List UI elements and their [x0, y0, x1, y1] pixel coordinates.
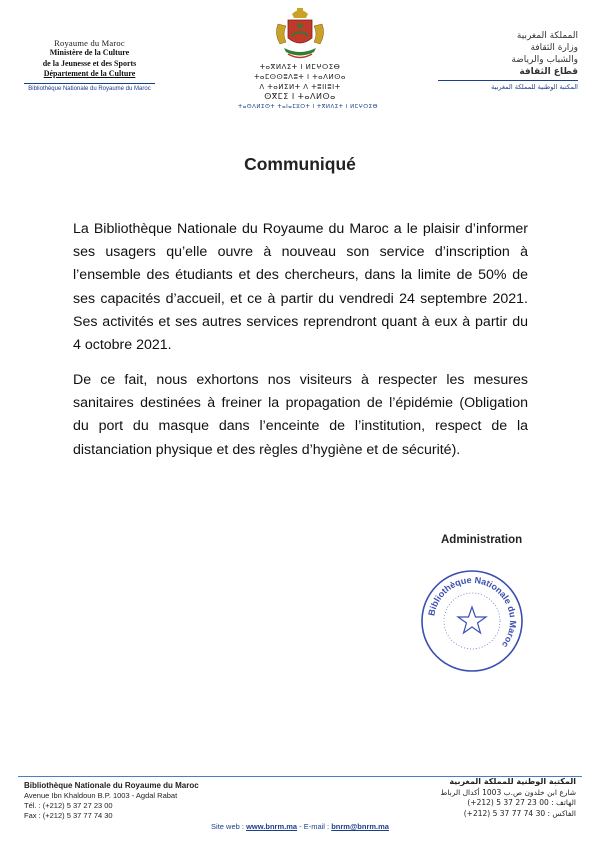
- tifinagh-line: ⵜⴰⴳⵍⴷⵉⵜ ⵏ ⵍⵎⵖⵔⵉⴱ: [259, 63, 341, 71]
- arabic-ministry-label: وزارة الثقافة: [530, 43, 578, 53]
- ministry-label: Ministère de la Culture: [49, 48, 130, 57]
- footer-right: [440, 777, 576, 819]
- tifinagh-line: ⵜⴰⵙⴷⵍⵉⵙⵜ ⵜⴰⵏⴰⵎⵓⵔⵜ ⵏ ⵜⴳⵍⴷⵉⵜ ⵏ ⵍⵎⵖⵔⵉⴱ: [238, 104, 379, 110]
- department-label: Département de la Culture: [43, 69, 136, 78]
- arabic-department-label: قطاع الثقافة: [519, 67, 578, 77]
- header-left-block: [22, 38, 157, 92]
- website-link[interactable]: www.bnrm.ma: [246, 822, 298, 831]
- tifinagh-line: ⴷ ⵜⴰⵍⵉⵍⵜ ⴷ ⵜⵓⵏⵏⵓⵏⵜ: [259, 83, 341, 91]
- ministry-label-2: de la Jeunesse et des Sports: [42, 58, 137, 68]
- email-link[interactable]: bnrm@bnrm.ma: [331, 822, 389, 831]
- footer-left: [24, 781, 199, 821]
- arabic-ministry-label-2: والشباب والرياضة: [511, 55, 578, 65]
- header-divider: [438, 80, 578, 81]
- footer-arabic-fax: الفاكس : 30 74 77 37 5 (212+): [463, 808, 576, 818]
- arabic-library-label: المكتبة الوطنية للمملكة المغربية: [491, 83, 578, 91]
- library-label: Bibliothèque Nationale du Royaume du Maroc: [28, 85, 151, 92]
- footer-library-name: Bibliothèque Nationale du Royaume du Maroc: [24, 781, 199, 790]
- email-label: - E-mail :: [297, 822, 332, 831]
- footer-phone: Tél. : (+212) 5 37 27 23 00: [24, 801, 113, 810]
- page-title: Communiqué: [244, 154, 356, 174]
- header-divider: [24, 83, 155, 84]
- footer-contact: [0, 822, 600, 831]
- signature-label: Administration: [441, 534, 523, 546]
- footer-arabic-address: شارع ابن خلدون ص.ب 1003 أكدال الرباط: [440, 787, 576, 797]
- stamp-text: Bibliothèque Nationale du Maroc: [426, 574, 519, 650]
- kingdom-label: Royaume du Maroc: [54, 38, 125, 48]
- library-stamp: [418, 567, 526, 675]
- moroccan-coat-of-arms-icon: [270, 6, 330, 62]
- footer-fax: Fax : (+212) 5 37 77 74 30: [24, 811, 113, 820]
- tifinagh-line: ⵙⴳⵎⵉ ⵏ ⵜⴰⴷⵍⵙⴰ: [264, 92, 336, 101]
- paragraph-health-measures: De ce fait, nous exhortons nos visiteurs à respecter les mesures sanitaires destinées à freiner la propagation de l’épidémie (Obligation du port du masque dans l’enceinte de l’institution, respect de la distanciation physique et des règles d’hygiène et de sécurité).: [73, 372, 528, 458]
- website-label: Site web :: [211, 822, 247, 831]
- tifinagh-header: [238, 62, 379, 112]
- header-right-block: [438, 30, 578, 91]
- arabic-kingdom-label: المملكة المغربية: [516, 31, 578, 41]
- footer-arabic-phone: الهاتف : 00 23 27 37 5 (212+): [467, 798, 576, 807]
- footer-arabic-library-name: المكتبة الوطنية للمملكة المغربية: [449, 777, 576, 786]
- footer-address: Avenue Ibn Khaldoun B.P. 1003 - Agdal Rabat: [24, 791, 178, 800]
- star-icon: [458, 607, 486, 633]
- tifinagh-line: ⵜⴰⵎⵙⵙⵓⴷⵓⵜ ⵏ ⵜⴰⴷⵍⵙⴰ: [254, 73, 346, 81]
- paragraph-announcement: La Bibliothèque Nationale du Royaume du Maroc a le plaisir d’informer ses usagers qu’elle ouvre à nouveau son service d’inscription à l’ensemble des étudiants et des chercheurs, dans la limite de 50% de ses capacités d’accueil, et ce à partir du vendredi 24 septembre 2021. Ses activités et ses autres services reprendront quant à eux à partir du 4 octobre 2021.: [73, 221, 528, 354]
